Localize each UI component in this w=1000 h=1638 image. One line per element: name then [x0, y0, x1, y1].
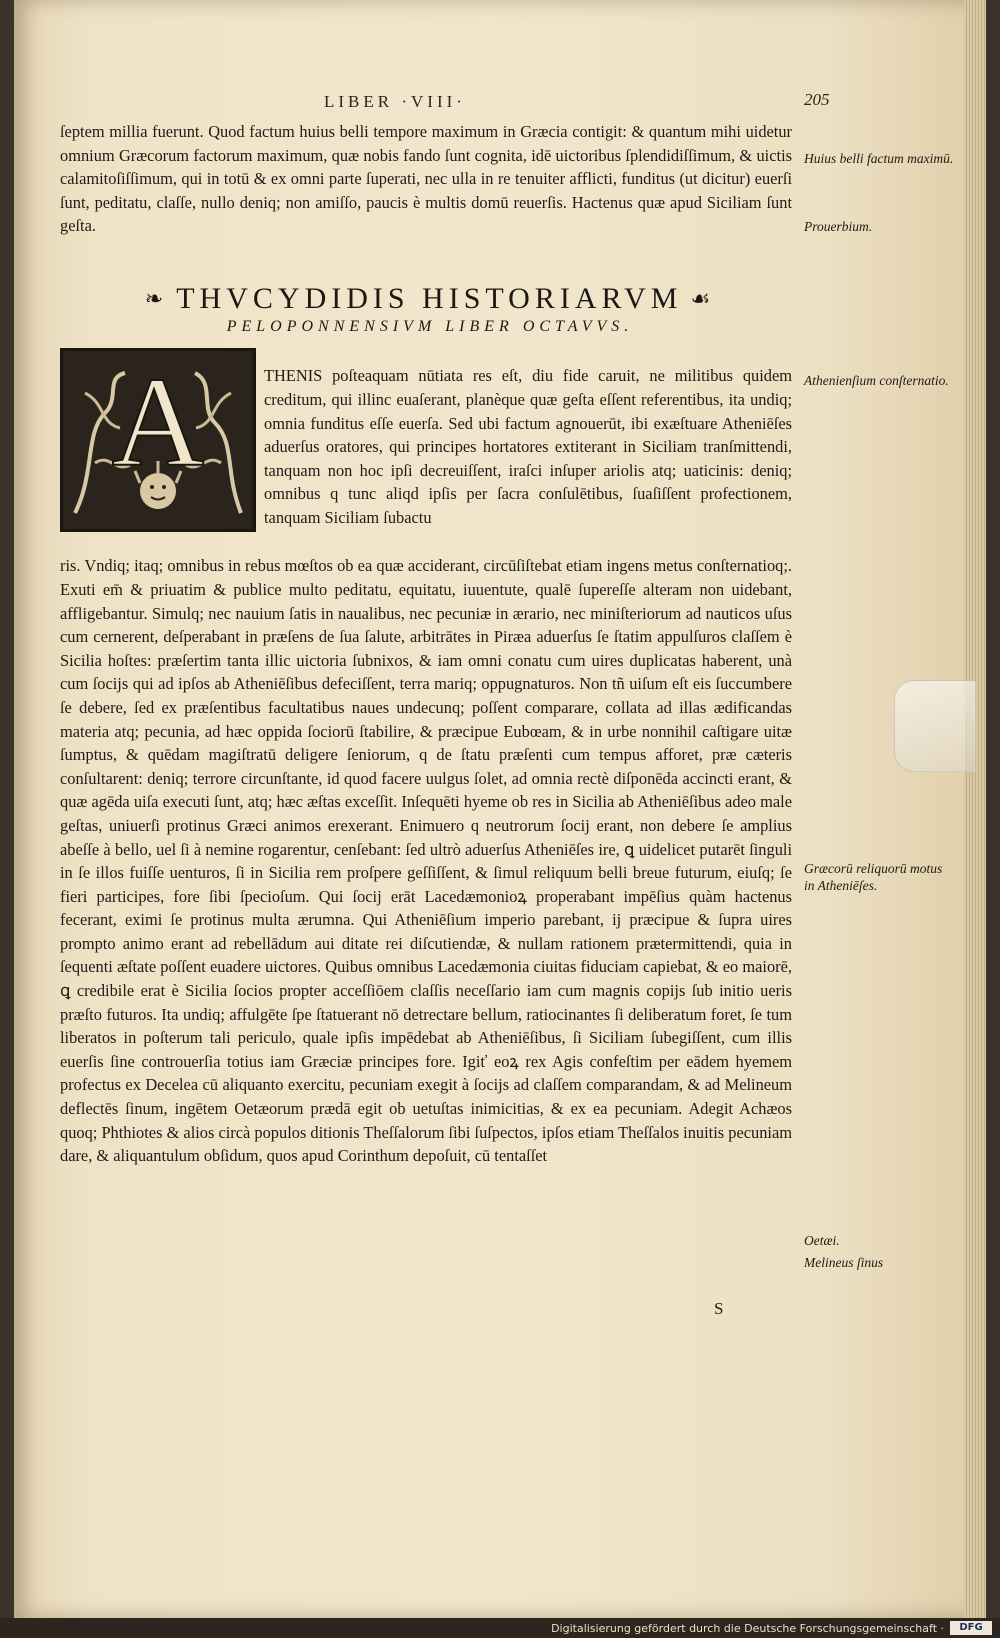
initial-letter: A [111, 353, 205, 493]
opening-paragraph: ſeptem millia fuerunt. Quod factum huius belli tempore maximum in Græcia contigit: & quantum mihi uidetur omnium Græcorum factorum maximum, quæ nobis fando ſunt cognita, idē uictoribus ſplendidiſſimum, & uictis calamitoſiſſimum, qui in totū & ex omni parte ſuperati, nec ulla in re tenuiter afflicti, funditus (ut dicitur) euerſi ſunt, peditatu, claſſe, nullo deniq; non amiſſo, paucis è multis domū reuerſis. Hactenus quæ apud Siciliam ſunt geſta. [60, 122, 792, 236]
digitization-credit: Digitalisierung gefördert durch die Deutsche Forschungsgemeinschaft · [0, 1618, 1000, 1638]
marginal-note: Græcorū reliquorū motus in Atheniēſes. [804, 861, 943, 893]
signature-mark: S [714, 1299, 724, 1318]
fleuron-left-icon: ❧ [144, 286, 169, 311]
decorated-initial-icon [65, 353, 251, 527]
marginal-note: Oetæi. [804, 1233, 840, 1248]
marginal-note: Athenienſium conſternatio. [804, 373, 949, 388]
book-heading-title: ❧ THVCYDIDIS HISTORIARVM ☙ [144, 282, 716, 315]
folio-number: 205 [804, 90, 830, 109]
body-text-main: ris. Vndiq; itaq; omnibus in rebus mœſtos ob ea quæ acciderant, circūſiſtebat etiam ingens metus conſternatioq;. Exuti em̄ & priuatim & publice multo peditatu, equitatu, iuuentute, qualē ſupereſſe alteram non uidebant, affligebantur. Simulq; nec nauium ſatis in naualibus, nec pecuniæ in ærario, nec miniſteriorum ad nauticos uſus cum cernerent, deſperabant in præſens de ſua ſalute, arbitrātes in Piræa aduerſus ſe ſtatim appulſuros claſſem è Sicilia hoſtes: præſertim tanta illic uictoria ſubnixos, & iam omni conatu cum uires duplicatas haberent, unà cum ſocijs qui ad ipſos ab Atheniēſibus defeciſſent, terra mariq; oppugnaturos. Non tñ uiſum eſt eis ſuccumbere ſe debere, ſed ex præſentibus facultatibus naues undecunq; poſſent comparare, collata ad illas ædificandas materia atq; pecunia, ad hæc oppida ſociorū ſtabilire, & præcipue Eubœam, & in urbe nonnihil caſtigare uitæ ſumptus, & quēdam magiſtratū deligere ſeniorum, q de ſtatu præſenti cum tempus afforet, præ cæteris conſultarent: deniq; terrore circunſtante, id quod facere uulgus ſolet, ad omnia rectè diſponēda accincti erant, & quæ agēda uiſa executi ſunt, atq; hæc æſtas exceſſit. Inſequēti hyeme ob res in Sicilia ab Atheniēſibus adeo male geſtas, uniuerſi protinus Græci animos erexerant. Enimuero q neutrorum ſocij erant, non debere ſe amplius abeſſe à bello, uel ſi à nemine rogarentur, cenſebant: ſed ultrò aduerſus Atheniēſes ire, ꝗ uidelicet putarēt ſinguli in ſe illos fuiſſe uenturos, ſi in Sicilia rem proſpere geſſiſſent, & ſimul reliquum belli breue futurum, eiuſq; ſe fieri participes, fore ſibi ſpecioſum. Qui ſocij erāt Lacedæmonioꝝ properabant impēſius quàm hactenus fecerant, eximi ſe protinus multa ærumna. Qui Atheniēſium imperio parebant, ij præcipue & ſupra uires prompto animo erant ad rebellādum aui ditate rei diſcutiendæ, & nullam rationem prætermittendi, quia in ſequenti æſtate poſſent euadere uictores. Quibus omnibus Lacedæmonia ciuitas fiduciam capiebat, & eo maiorē, ꝗ credibile erat è Sicilia ſocios propter acceſſiōem claſſis neceſſario iam cum magnis copijs ſub initio ueris præſto futuros. Ita undiq; affulgēte ſpe ſtatuerant nō detrectare bellum, ratiocinantes ſi deliberatum foret, ſe tum liberatos in poſterum tali periculo, quale ipſis impēdebat ab Atheniēſibus, ſi Siciliam ſubegiſſent, cum illis euerſis ſine controuerſia totius iam Græciæ principes fore. Igiť eoꝝ rex Agis confeſtim per eādem hyemem profectus ex Decelea cū aliquanto exercitu, pecuniam exegit à ſocijs ad claſſem comparandam, & ad Melineum deflectēs ſinum, ingētem Oetæorum prædā egit ob uetuſtas inimicitias, & ex ea pecuniam. Adegit Achæos quoq; Phthiotes & alios circà populos ditionis Theſſalorum ſibi ſuſpectos, ipſos etiam Theſſalos inuitis pecuniam dare, & aliquantulum obſidum, quos apud Corinthum depoſuit, cū tentaſſet [60, 556, 792, 1166]
book-heading-subtitle: PELOPONNENSIVM LIBER OCTAVVS. [226, 318, 634, 335]
page-clip [894, 680, 976, 772]
running-head: LIBER ·VIII· [324, 92, 466, 111]
book-heading [60, 282, 800, 336]
marginal-note: Melineus ſinus [804, 1255, 884, 1270]
body-text-beside-initial: THENIS poſteaquam nūtiata res eſt, diu fide caruit, ne militibus quidem creditum, qui illinc euaſerant, planèque quæ geſta eſſent referentibus, ita undiq; omnia funditus eſſe euerſa. Sed ubi factum agnouerūt, ibi exæſtuare Atheniēſes aduerſus oratores, qui principes hortatores extiterant in Siciliam tranſmittendi, tanquam non hoc ipſi decreuiſſent, iraſci inſuper ariolis atq; uaticinis: deniq; omnibus q tunc aliqd ipſis per ſacra conſulētibus, ſuaſiſſent profectionem, tanquam Siciliam ſubactu [264, 366, 792, 527]
book-page [14, 0, 974, 1618]
page-edge [964, 0, 986, 1618]
marginal-note: Prouerbium. [804, 219, 873, 234]
dfg-logo: DFG [950, 1621, 992, 1635]
marginal-note: Huius belli factum maximū. [804, 151, 954, 166]
fleuron-right-icon: ☙ [690, 286, 716, 311]
decorated-initial [60, 348, 256, 532]
